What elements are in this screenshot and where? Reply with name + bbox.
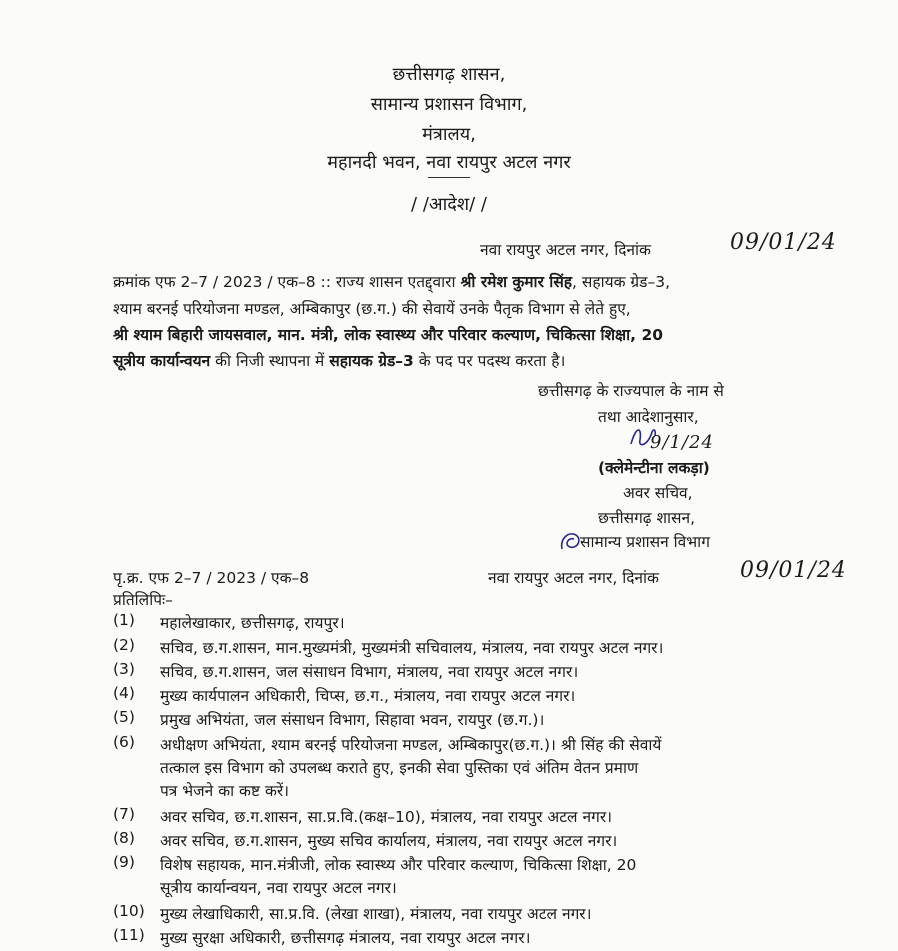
copy-item: प्रमुख अभियंता, जल संसाधन विभाग, सिहावा भवन, रायपुर (छ.ग.)। bbox=[160, 711, 545, 729]
copy-number: (5) bbox=[113, 708, 135, 726]
copy-item-continued: तत्काल इस विभाग को उपलब्ध कराते हुए, इनकी सेवा पुस्तिका एवं अंतिम वेतन प्रमाण bbox=[160, 759, 639, 777]
copy-item: सचिव, छ.ग.शासन, जल संसाधन विभाग, मंत्रालय, नवा रायपुर अटल नगर। bbox=[160, 663, 579, 681]
copy-number: (6) bbox=[113, 733, 135, 751]
endorsement-date-handwritten: 09/01/24 bbox=[740, 558, 847, 583]
copy-number: (10) bbox=[113, 902, 145, 920]
copy-item: मुख्य सुरक्षा अधिकारी, छत्तीसगढ़ मंत्रालय, नवा रायपुर अटल नगर। bbox=[160, 929, 531, 947]
copy-item: मुख्य लेखाधिकारी, सा.प्र.वि. (लेखा शाखा), मंत्रालय, नवा रायपुर अटल नगर। bbox=[160, 905, 592, 923]
header-address: महानदी भवन, नवा रायपुर अटल नगर bbox=[327, 152, 571, 173]
signature-handwritten-date: 9/1/24 bbox=[650, 432, 714, 453]
endorsement-date-prefix: नवा रायपुर अटल नगर, दिनांक bbox=[488, 569, 659, 587]
header-department: सामान्य प्रशासन विभाग, bbox=[370, 94, 528, 115]
order-title: / /आदेश/ / bbox=[411, 194, 487, 215]
copy-item: अवर सचिव, छ.ग.शासन, मुख्य सचिव कार्यालय, मंत्रालय, नवा रायपुर अटल नगर। bbox=[160, 832, 618, 850]
copy-item: अधीक्षण अभियंता, श्याम बरनई परियोजना मण्डल, अम्बिकापुर(छ.ग.)। श्री सिंह की सेवायें bbox=[160, 736, 662, 754]
header-govt: छत्तीसगढ़ शासन, bbox=[392, 64, 506, 85]
copy-number: (1) bbox=[113, 611, 135, 629]
order-line-4: सूत्रीय कार्यान्वयन की निजी स्थापना में सहायक ग्रेड–3 के पद पर पदस्थ करता है। bbox=[113, 352, 566, 370]
signature-order-line: तथा आदेशानुसार, bbox=[598, 408, 699, 426]
copy-number: (11) bbox=[113, 926, 145, 944]
order-date-prefix: नवा रायपुर अटल नगर, दिनांक bbox=[480, 241, 651, 259]
copy-item: सचिव, छ.ग.शासन, मान.मुख्यमंत्री, मुख्यमंत्री सचिवालय, मंत्रालय, नवा रायपुर अटल नगर। bbox=[160, 639, 664, 657]
copy-number: (7) bbox=[113, 805, 135, 823]
order-line-3: श्री श्याम बिहारी जायसवाल, मान. मंत्री, लोक स्वास्थ्य और परिवार कल्याण, चिकित्सा शिक्षा, 20 bbox=[113, 326, 664, 344]
copy-number: (8) bbox=[113, 829, 135, 847]
header-divider bbox=[428, 177, 470, 178]
signatory-designation: अवर सचिव, bbox=[623, 484, 693, 502]
signature-authority-line: छत्तीसगढ़ के राज्यपाल के नाम से bbox=[538, 382, 724, 400]
copy-heading: प्रतिलिपिः– bbox=[113, 591, 173, 609]
signatory-government: छत्तीसगढ़ शासन, bbox=[598, 509, 696, 527]
copy-item-continued: सूत्रीय कार्यान्वयन, नवा रायपुर अटल नगर। bbox=[160, 879, 397, 897]
endorsement-reference: पृ.क्र. एफ 2–7 / 2023 / एक–8 bbox=[113, 569, 310, 587]
order-line-2: श्याम बरनई परियोजना मण्डल, अम्बिकापुर (छ.ग.) की सेवायें उनके पैतृक विभाग से लेते हुए, bbox=[113, 300, 631, 318]
order-line-1: क्रमांक एफ 2–7 / 2023 / एक–8 :: राज्य शासन एतद्द्वारा श्री रमेश कुमार सिंह, सहायक ग्रेड–3, bbox=[113, 273, 671, 291]
copy-item-continued: पत्र भेजने का कष्ट करें। bbox=[160, 782, 290, 800]
order-date-handwritten: 09/01/24 bbox=[730, 230, 837, 255]
copy-item: मुख्य कार्यपालन अधिकारी, चिप्स, छ.ग., मंत्रालय, नवा रायपुर अटल नगर। bbox=[160, 687, 576, 705]
copy-item: महालेखाकार, छत्तीसगढ़, रायपुर। bbox=[160, 614, 345, 632]
copy-number: (4) bbox=[113, 684, 135, 702]
copy-number: (2) bbox=[113, 636, 135, 654]
copy-number: (3) bbox=[113, 660, 135, 678]
copy-item: विशेष सहायक, मान.मंत्रीजी, लोक स्वास्थ्य और परिवार कल्याण, चिकित्सा शिक्षा, 20 bbox=[160, 856, 637, 874]
copy-item: अवर सचिव, छ.ग.शासन, सा.प्र.वि.(कक्ष–10), मंत्रालय, नवा रायपुर अटल नगर। bbox=[160, 808, 613, 826]
signatory-name: (क्लेमेन्टीना लकड़ा) bbox=[598, 459, 710, 477]
header-ministry: मंत्रालय, bbox=[422, 124, 476, 145]
copy-number: (9) bbox=[113, 853, 135, 871]
signatory-department: सामान्य प्रशासन विभाग bbox=[580, 533, 710, 551]
